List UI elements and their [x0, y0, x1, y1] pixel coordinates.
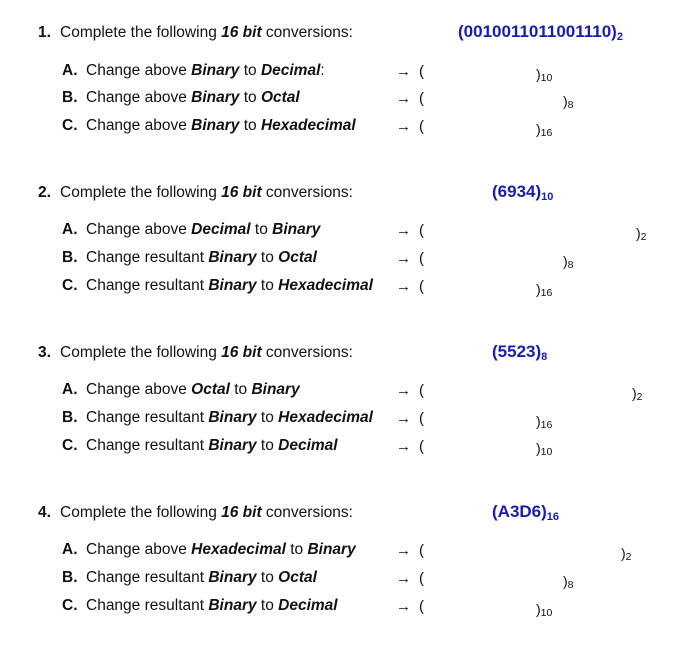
open-paren: ( — [419, 90, 424, 107]
conversion-task — [62, 597, 338, 615]
task-from: Hexadecimal — [191, 541, 286, 558]
answer-close — [563, 253, 574, 271]
answer-arrow — [396, 570, 424, 587]
close-paren: ) — [536, 440, 541, 456]
task-to: Octal — [278, 249, 317, 266]
task-text: Change above — [86, 117, 192, 134]
task-from: Binary — [208, 249, 257, 266]
answer-arrow — [396, 90, 424, 107]
task-to: Hexadecimal — [278, 409, 373, 426]
arrow-icon: → — [396, 382, 411, 399]
answer-base: 10 — [540, 446, 553, 458]
value-base: 16 — [546, 511, 560, 523]
task-letter: A. — [62, 62, 78, 79]
conversion-task — [62, 277, 373, 295]
answer-base: 16 — [540, 287, 553, 299]
answer-close — [536, 440, 552, 458]
task-from: Decimal — [191, 221, 251, 238]
answer-arrow — [396, 118, 424, 135]
close-paren: ) — [536, 66, 541, 82]
open-paren: ( — [419, 250, 424, 267]
answer-arrow — [396, 250, 424, 267]
value-digits: (A3D6) — [492, 502, 547, 521]
close-paren: ) — [632, 385, 637, 401]
task-text: Change above — [86, 89, 192, 106]
heading-bold-text: 16 bit — [221, 184, 262, 201]
close-paren: ) — [563, 573, 568, 589]
open-paren: ( — [419, 222, 424, 239]
task-to: Octal — [260, 89, 300, 106]
task-from: Binary — [191, 62, 240, 79]
answer-base: 10 — [540, 72, 553, 84]
answer-close — [621, 545, 632, 563]
task-to: Binary — [251, 381, 300, 398]
task-text: Change above — [86, 381, 192, 398]
value-digits: (5523) — [492, 342, 542, 361]
task-to: Decimal — [278, 597, 338, 614]
task-to: Decimal — [260, 62, 321, 79]
task-letter: C. — [62, 117, 78, 134]
heading-text-end: conversions: — [261, 184, 353, 201]
task-text: Change resultant — [86, 277, 209, 294]
answer-base: 8 — [567, 259, 574, 271]
task-from: Binary — [208, 597, 257, 614]
answer-arrow — [396, 278, 424, 295]
task-from: Binary — [191, 89, 240, 106]
conversion-task — [62, 89, 300, 107]
conversion-task — [62, 437, 338, 455]
question-value — [492, 502, 559, 523]
value-base: 8 — [541, 351, 548, 363]
value-base: 2 — [616, 31, 623, 43]
task-to: Octal — [278, 569, 317, 586]
answer-close — [536, 121, 552, 139]
task-text: to — [239, 89, 261, 106]
task-from: Binary — [208, 277, 257, 294]
question-heading — [38, 184, 353, 202]
conversion-task — [62, 569, 317, 587]
open-paren: ( — [419, 598, 424, 615]
task-text: to — [239, 117, 261, 134]
conversion-task — [62, 117, 356, 135]
task-letter: A. — [62, 221, 78, 238]
answer-base: 16 — [540, 127, 553, 139]
question-heading — [38, 344, 353, 362]
task-to: Hexadecimal — [278, 277, 373, 294]
answer-arrow — [396, 598, 424, 615]
task-from: Octal — [191, 381, 230, 398]
open-paren: ( — [419, 570, 424, 587]
task-text: to — [285, 541, 308, 558]
task-text: Change resultant — [86, 569, 209, 586]
task-text: Change resultant — [86, 249, 209, 266]
close-paren: ) — [536, 601, 541, 617]
arrow-icon: → — [396, 222, 411, 239]
open-paren: ( — [419, 410, 424, 427]
close-paren: ) — [536, 121, 541, 137]
close-paren: ) — [636, 225, 641, 241]
arrow-icon: → — [396, 278, 411, 295]
task-text: Change resultant — [86, 597, 209, 614]
close-paren: ) — [621, 545, 626, 561]
question-number: 4. — [38, 504, 51, 521]
answer-close — [563, 573, 574, 591]
value-digits: (6934) — [492, 182, 542, 201]
heading-bold-text: 16 bit — [221, 344, 262, 361]
answer-base: 2 — [636, 391, 643, 403]
task-text: to — [256, 437, 279, 454]
arrow-icon: → — [396, 570, 411, 587]
open-paren: ( — [419, 382, 424, 399]
conversion-task — [62, 381, 300, 399]
question-number: 1. — [38, 24, 51, 41]
heading-bold-text: 16 bit — [221, 504, 262, 521]
task-text: Change above — [86, 221, 192, 238]
open-paren: ( — [419, 118, 424, 135]
answer-close — [536, 601, 552, 619]
value-digits: (0010011011001110) — [458, 22, 617, 41]
question-value — [492, 182, 553, 203]
answer-close — [536, 66, 552, 84]
task-to: Hexadecimal — [260, 117, 356, 134]
heading-text: Complete the following — [60, 504, 222, 521]
heading-text: Complete the following — [60, 184, 222, 201]
answer-close — [563, 93, 574, 111]
answer-base: 8 — [567, 99, 574, 111]
value-base: 10 — [541, 191, 554, 203]
open-paren: ( — [419, 542, 424, 559]
answer-close — [636, 225, 647, 243]
open-paren: ( — [419, 63, 424, 80]
answer-arrow — [396, 438, 424, 455]
conversion-task — [62, 541, 356, 559]
task-text: Change above — [86, 541, 192, 558]
heading-text-end: conversions: — [261, 504, 353, 521]
arrow-icon: → — [396, 90, 411, 107]
answer-close — [536, 281, 552, 299]
task-letter: C. — [62, 277, 78, 294]
task-letter: C. — [62, 437, 78, 454]
question-value — [492, 342, 547, 363]
task-from: Binary — [208, 409, 257, 426]
task-text: : — [320, 62, 325, 79]
heading-text-end: conversions: — [261, 344, 353, 361]
arrow-icon: → — [396, 410, 411, 427]
task-text: Change resultant — [86, 409, 209, 426]
close-paren: ) — [536, 413, 541, 429]
arrow-icon: → — [396, 118, 411, 135]
task-text: to — [229, 381, 252, 398]
arrow-icon: → — [396, 250, 411, 267]
answer-close — [536, 413, 552, 431]
answer-arrow — [396, 542, 424, 559]
answer-arrow — [396, 63, 424, 80]
arrow-icon: → — [396, 438, 411, 455]
conversion-task — [62, 249, 317, 267]
arrow-icon: → — [396, 598, 411, 615]
answer-arrow — [396, 222, 424, 239]
task-letter: B. — [62, 569, 78, 586]
task-text: to — [256, 597, 279, 614]
task-from: Binary — [191, 117, 240, 134]
task-to: Binary — [307, 541, 356, 558]
answer-base: 2 — [625, 551, 632, 563]
close-paren: ) — [563, 93, 568, 109]
answer-base: 8 — [567, 579, 574, 591]
heading-text-end: conversions: — [261, 24, 353, 41]
task-to: Binary — [272, 221, 321, 238]
task-from: Binary — [208, 437, 257, 454]
question-number: 2. — [38, 184, 51, 201]
open-paren: ( — [419, 438, 424, 455]
question-heading — [38, 504, 353, 522]
close-paren: ) — [536, 281, 541, 297]
conversion-task — [62, 409, 373, 427]
answer-close — [632, 385, 643, 403]
arrow-icon: → — [396, 542, 411, 559]
task-letter: A. — [62, 381, 78, 398]
task-text: Change above — [86, 62, 192, 79]
task-text: to — [256, 249, 279, 266]
heading-text: Complete the following — [60, 344, 222, 361]
task-from: Binary — [208, 569, 257, 586]
question-number: 3. — [38, 344, 51, 361]
open-paren: ( — [419, 278, 424, 295]
heading-text: Complete the following — [60, 24, 222, 41]
task-letter: B. — [62, 89, 78, 106]
answer-base: 16 — [540, 419, 553, 431]
answer-base: 10 — [540, 607, 553, 619]
task-to: Decimal — [278, 437, 338, 454]
task-text: to — [256, 277, 279, 294]
task-letter: B. — [62, 409, 78, 426]
task-text: to — [256, 409, 279, 426]
question-value — [458, 22, 623, 43]
task-letter: B. — [62, 249, 78, 266]
task-text: to — [250, 221, 273, 238]
arrow-icon: → — [396, 63, 411, 80]
heading-bold-text: 16 bit — [221, 24, 262, 41]
conversion-task — [62, 62, 325, 80]
answer-arrow — [396, 382, 424, 399]
answer-base: 2 — [640, 231, 647, 243]
task-letter: C. — [62, 597, 78, 614]
close-paren: ) — [563, 253, 568, 269]
task-text: to — [239, 62, 261, 79]
question-heading — [38, 24, 353, 42]
task-text: Change resultant — [86, 437, 209, 454]
task-text: to — [256, 569, 279, 586]
conversion-task — [62, 221, 320, 239]
answer-arrow — [396, 410, 424, 427]
task-letter: A. — [62, 541, 78, 558]
